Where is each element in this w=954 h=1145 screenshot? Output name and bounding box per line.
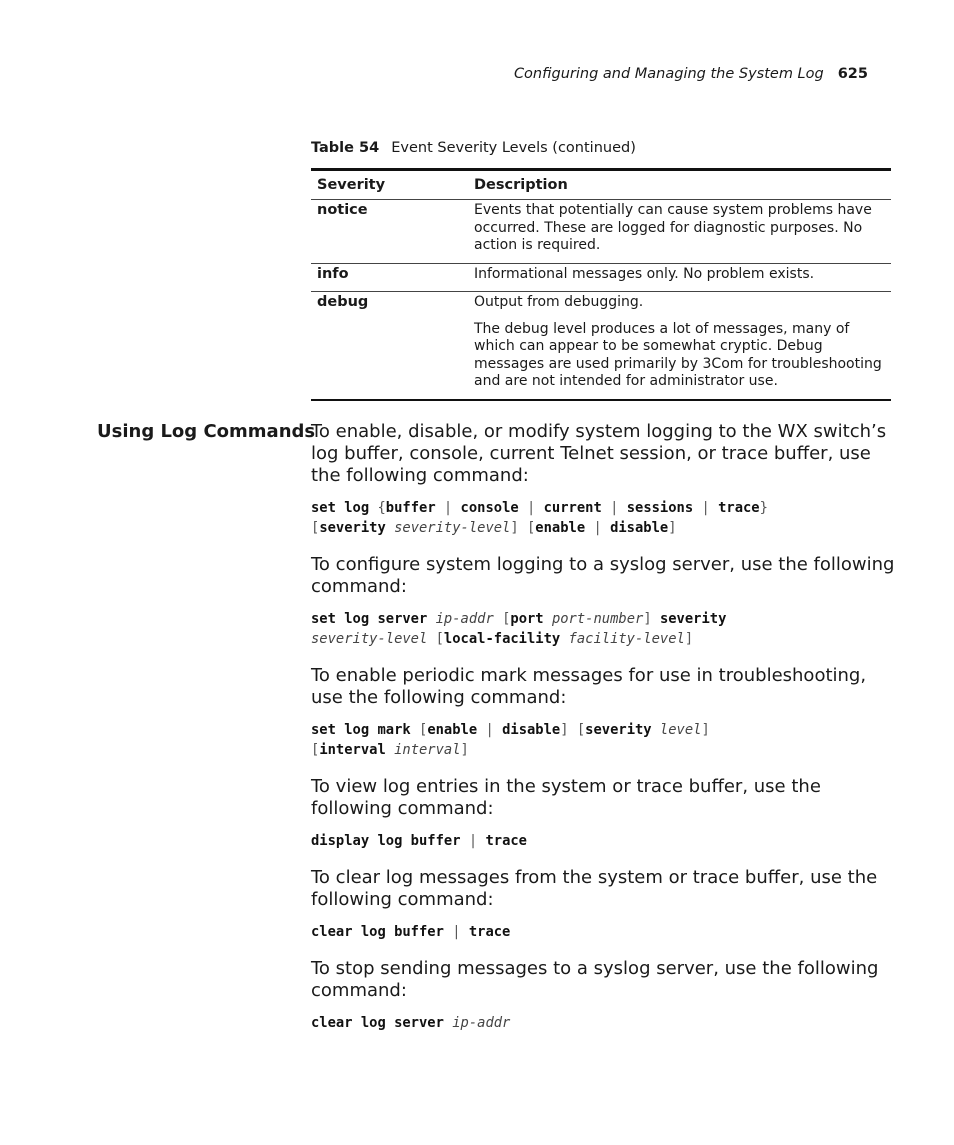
command-variable: severity-level [394, 520, 511, 536]
body-paragraph: To view log entries in the system or trace buffer, use the following command: [311, 776, 821, 819]
command-punctuation: | [693, 500, 719, 516]
command-punctuation: | [435, 500, 461, 516]
command-line [311, 518, 895, 538]
command-punctuation [386, 742, 394, 758]
severity-cell: debug [317, 294, 369, 310]
command-punctuation: ] [460, 742, 469, 758]
command-punctuation: ] [ [510, 520, 536, 536]
table-row [311, 200, 891, 264]
command-keyword: severity [585, 722, 652, 738]
command-variable: interval [394, 742, 461, 758]
command-keyword: sessions [626, 500, 694, 516]
command-syntax [311, 720, 895, 760]
command-punctuation: [ [427, 631, 444, 647]
description-paragraph: Informational messages only. No problem exists. [474, 265, 815, 282]
command-variable: severity-level [311, 631, 428, 647]
command-punctuation: [ [311, 520, 320, 536]
command-keyword: trace [468, 924, 511, 940]
command-keyword: clear log buffer [311, 924, 444, 940]
command-punctuation [560, 631, 568, 647]
command-punctuation: } [759, 500, 768, 516]
body-paragraph: To configure system logging to a syslog server, use the following command: [311, 554, 895, 597]
severity-table [311, 168, 891, 401]
description-paragraph: The debug level produces a lot of messages, many of which can appear to be somewhat cryptic. Debug messages are used primarily by 3Com for troubleshooting and are not intended for administrator use. [474, 320, 882, 389]
command-punctuation [386, 520, 394, 536]
command-keyword: display log buffer [311, 833, 461, 849]
table-header-row [311, 170, 891, 200]
command-keyword: enable [535, 520, 586, 536]
command-punctuation: ] [701, 722, 710, 738]
command-punctuation: ] [ [560, 722, 586, 738]
command-line [311, 831, 895, 851]
running-header-title: Configuring and Managing the System Log [513, 66, 824, 82]
command-punctuation: ] [643, 611, 660, 627]
table-caption [311, 140, 636, 156]
table-body [311, 200, 891, 400]
command-keyword: interval [319, 742, 386, 758]
command-line [311, 1013, 895, 1033]
description-cell [474, 200, 891, 264]
command-variable: facility-level [568, 631, 685, 647]
table-caption-title: Event Severity Levels (continued) [391, 140, 636, 156]
body-paragraph: To stop sending messages to a syslog server, use the following command: [311, 958, 879, 1001]
command-punctuation: { [369, 500, 386, 516]
body-paragraph: To enable, disable, or modify system logging to the WX switch’s log buffer, console, current Telnet session, or trace buffer, use the following command: [311, 421, 887, 486]
command-keyword: disable [502, 722, 561, 738]
command-keyword: trace [718, 500, 760, 516]
command-punctuation: ] [668, 520, 677, 536]
section-body [311, 421, 895, 1049]
table-row [311, 292, 891, 400]
description-cell [474, 263, 891, 292]
command-syntax [311, 922, 895, 942]
command-keyword: enable [427, 722, 478, 738]
column-header-description: Description [474, 177, 568, 193]
command-variable: ip-addr [435, 611, 494, 627]
body-paragraph: To clear log messages from the system or trace buffer, use the following command: [311, 867, 878, 910]
command-keyword: port [510, 611, 544, 627]
command-line [311, 720, 895, 740]
command-punctuation: [ [410, 722, 428, 738]
command-variable: ip-addr [452, 1015, 511, 1031]
command-punctuation: | [601, 500, 627, 516]
command-keyword: set log mark [311, 722, 411, 738]
table-row [311, 263, 891, 292]
command-keyword: console [460, 500, 519, 516]
command-punctuation [444, 1015, 452, 1031]
command-line [311, 740, 895, 760]
command-punctuation: | [518, 500, 544, 516]
running-header [514, 66, 868, 82]
command-line [311, 922, 895, 942]
command-keyword: severity [319, 520, 386, 536]
command-punctuation: ] [684, 631, 694, 647]
command-syntax [311, 1013, 895, 1033]
command-punctuation [544, 611, 552, 627]
command-syntax [311, 498, 895, 538]
command-keyword: set log server [311, 611, 428, 627]
command-keyword: set log [311, 500, 370, 516]
command-keyword: buffer [385, 500, 436, 516]
section-heading: Using Log Commands [97, 421, 316, 442]
command-punctuation: [ [311, 742, 320, 758]
command-line [311, 498, 895, 518]
column-header-severity: Severity [317, 177, 386, 193]
command-punctuation: | [443, 924, 469, 940]
severity-cell: notice [317, 202, 368, 218]
command-line [311, 629, 895, 649]
command-punctuation [652, 722, 660, 738]
command-variable: port-number [551, 611, 644, 627]
command-keyword: severity [659, 611, 727, 627]
description-paragraph: Events that potentially can cause system problems have occurred. These are logged for diagnostic purposes. No action is required. [474, 202, 872, 253]
body-paragraph: To enable periodic mark messages for use in troubleshooting, use the following command: [311, 665, 867, 708]
command-keyword: current [543, 500, 602, 516]
page-number: 625 [837, 66, 868, 82]
command-syntax [311, 609, 895, 649]
description-paragraph: Output from debugging. [474, 294, 644, 310]
command-keyword: clear log server [311, 1015, 444, 1031]
table-caption-number: Table 54 [311, 140, 380, 156]
command-punctuation: | [477, 722, 503, 738]
description-cell [474, 292, 891, 400]
command-punctuation: [ [493, 611, 511, 627]
command-punctuation: | [460, 833, 486, 849]
command-keyword: trace [485, 833, 527, 849]
command-syntax [311, 831, 895, 851]
command-line [311, 609, 895, 629]
command-keyword: local-facility [443, 631, 561, 647]
command-punctuation: | [585, 520, 611, 536]
command-keyword: disable [610, 520, 669, 536]
severity-cell: info [317, 265, 349, 282]
command-variable: level [659, 722, 702, 738]
command-punctuation [427, 611, 435, 627]
